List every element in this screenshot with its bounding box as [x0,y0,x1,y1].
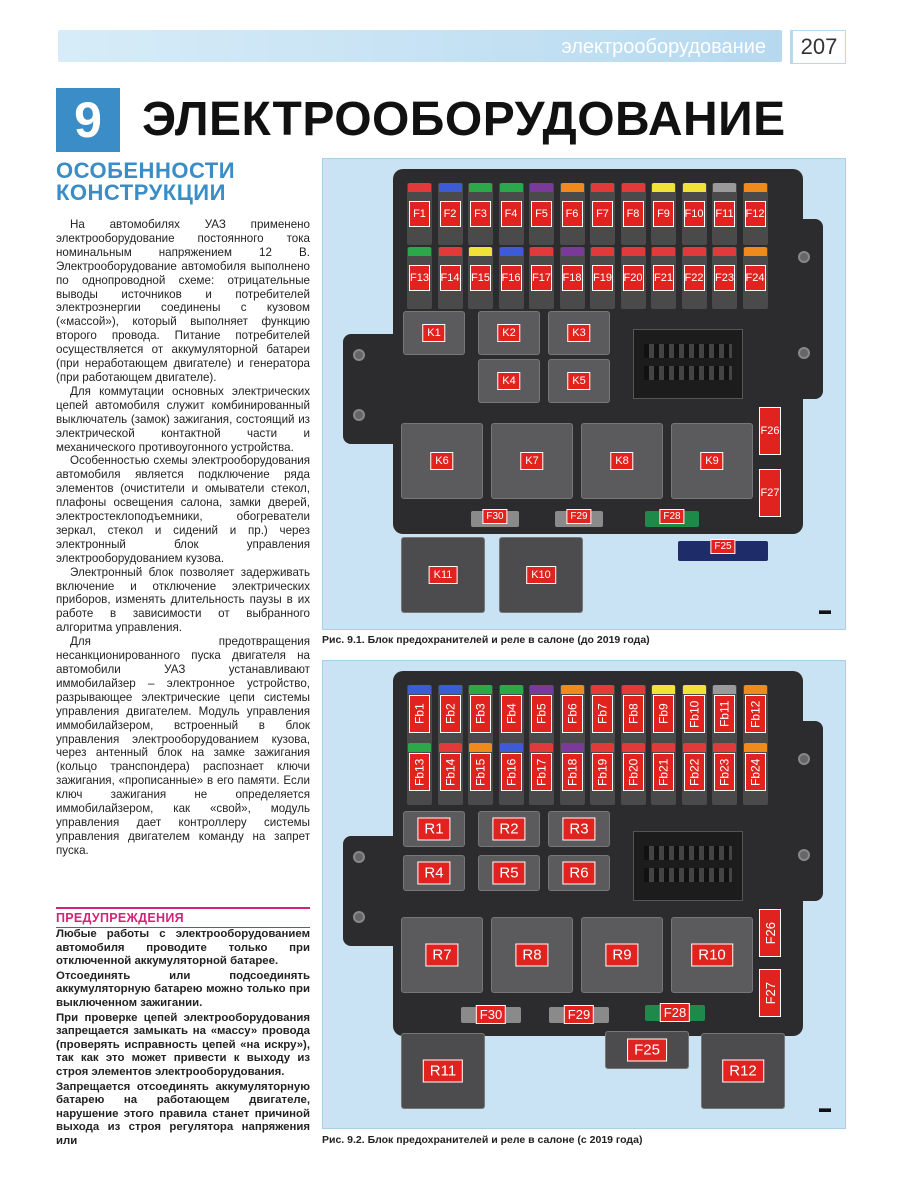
fuse-fb12 [743,685,768,747]
fuse-color-cap [622,685,645,694]
fuse-color-cap [500,685,523,694]
relay-label: R6 [562,862,595,885]
fuse-fb22 [682,743,707,805]
figure-caption: Рис. 9.2. Блок предохранителей и реле в салоне (с 2019 года) [322,1134,643,1146]
fuse-f25 [605,1031,689,1069]
fuse-fb17 [529,743,554,805]
figure-fuse-block-new [322,660,846,1129]
fuse-f8 [621,183,646,245]
fuse-fb18 [560,743,585,805]
connector-pins [644,366,732,380]
fuse-fb3 [468,685,493,747]
fuse-label: F19 [592,265,613,291]
fuse-label: Fb2 [440,695,461,733]
fuse-color-cap [530,743,553,752]
fuse-label: F4 [501,201,522,227]
fuse-f21 [651,247,676,309]
relay-r2 [478,811,540,847]
relay-label: R1 [417,818,450,841]
relay-r7 [401,917,483,993]
screw-icon [798,849,810,861]
relay-label: R10 [691,944,733,967]
fuse-label: Fb4 [501,695,522,733]
connector-socket [633,831,743,901]
relay-r8 [491,917,573,993]
fuse-f29 [555,511,603,527]
fuse-f15 [468,247,493,309]
fuse-fb10 [682,685,707,747]
fuse-color-cap [439,685,462,694]
fuse-f3 [468,183,493,245]
vehicle-icon: ▬ [819,603,831,617]
fuse-label: F9 [653,201,674,227]
relay-label: R3 [562,818,595,841]
fuse-f7 [590,183,615,245]
fuse-fb13 [407,743,432,805]
fuse-fb4 [499,685,524,747]
fuse-block-mount-right [783,219,823,399]
relay-label: R8 [515,944,548,967]
fuse-fb16 [499,743,524,805]
relay-label: R2 [492,818,525,841]
fuse-label: Fb16 [501,753,522,791]
fuse-f4 [499,183,524,245]
relay-label: K8 [610,452,633,470]
fuse-fb2 [438,685,463,747]
fuse-block-mount-right [783,721,823,901]
fuse-color-cap [530,685,553,694]
relay-k7 [491,423,573,499]
fuse-color-cap [744,247,767,256]
relay-r9 [581,917,663,993]
fuse-color-cap [683,247,706,256]
fuse-f2 [438,183,463,245]
relay-r11 [401,1033,485,1109]
relay-k1 [403,311,465,355]
fuse-label: Fb7 [592,695,613,733]
relay-label: R4 [417,862,450,885]
fuse-color-cap [591,247,614,256]
fuse-label: F25 [627,1039,667,1062]
relay-r4 [403,855,465,891]
fuse-label: F8 [623,201,644,227]
fuse-color-cap [561,247,584,256]
relay-label: K5 [567,372,590,390]
connector-pins [644,868,732,882]
fuse-color-cap [439,247,462,256]
fuse-f23 [712,247,737,309]
fuse-f27: F27 [759,469,781,517]
relay-k4 [478,359,540,403]
fuse-label: Fb14 [440,753,461,791]
relay-label: R5 [492,862,525,885]
fuse-color-cap [683,685,706,694]
paragraph: Для коммутации основных электрических цепей автомобиля служит комбинированный выключатель (замок) зажигания, состоящий из электрической контактной части и механического противоугонного устройства. [56,384,310,454]
page-number: 207 [790,30,846,64]
fuse-color-cap [652,247,675,256]
section-title-line: КОНСТРУКЦИИ [56,180,226,205]
figure-fuse-block-old [322,158,846,630]
relay-k11 [401,537,485,613]
fuse-label: Fb9 [653,695,674,733]
relay-r3 [548,811,610,847]
fuse-label: F12 [745,201,766,227]
fuse-fb11 [712,685,737,747]
fuse-label: F29 [566,509,591,524]
fuse-label: F20 [623,265,644,291]
fuse-f17 [529,247,554,309]
fuse-label: Fb21 [653,753,674,791]
fuse-color-cap [408,183,431,192]
fuse-color-cap [469,743,492,752]
relay-label: R11 [423,1060,463,1083]
fuse-color-cap [469,183,492,192]
fuse-color-cap [469,247,492,256]
screw-icon [798,251,810,263]
fuse-color-cap [500,183,523,192]
fuse-fb14 [438,743,463,805]
fuse-f30 [471,511,519,527]
screw-icon [353,409,365,421]
section-title-line: ОСОБЕННОСТИ [56,158,236,183]
fuse-label: Fb23 [714,753,735,791]
relay-label: K9 [700,452,723,470]
fuse-f14 [438,247,463,309]
fuse-color-cap [652,685,675,694]
fuse-color-cap [744,685,767,694]
fuse-fb7 [590,685,615,747]
fuse-f12 [743,183,768,245]
fuse-label: Fb10 [684,695,705,733]
fuse-fb6 [560,685,585,747]
paragraph: На автомобилях УАЗ применено электрооборудование постоянного тока номинальным напряжением 12 В. Электрооборудование автомобиля выполнено по однопроводной схеме: отрицательные выводы источников и потребителей электроэнергии соединены с кузовом («массой»), который выполняет функцию второго провода. Питание потребителей осуществляется от аккумуляторной батареи (при неработающем двигателе) и генератора (при работающем двигателе). [56,218,310,384]
fuse-f29 [549,1007,609,1023]
fuse-color-cap [439,743,462,752]
fuse-fb23 [712,743,737,805]
figure-caption: Рис. 9.1. Блок предохранителей и реле в салоне (до 2019 года) [322,634,650,646]
chapter-number: 9 [56,88,120,152]
running-header-section: электрооборудование [561,36,766,58]
fuse-label: F16 [501,265,522,291]
relay-k3 [548,311,610,355]
fuse-label: F10 [684,201,705,227]
relay-label: R9 [605,944,638,967]
relay-label: K10 [526,566,556,584]
fuse-label: F13 [409,265,430,291]
fuse-label: Fb3 [470,695,491,733]
fuse-f25 [678,541,768,561]
relay-label: K11 [429,566,458,584]
fuse-label: F5 [531,201,552,227]
screw-icon [353,851,365,863]
fuse-fb5 [529,685,554,747]
fuse-label: Fb15 [470,753,491,791]
fuse-f11 [712,183,737,245]
fuse-fb8 [621,685,646,747]
relay-k2 [478,311,540,355]
fuse-color-cap [561,685,584,694]
fuse-label: F22 [684,265,705,291]
fuse-color-cap [408,685,431,694]
relay-k9 [671,423,753,499]
connector-pins [644,344,732,358]
body-text [56,218,310,858]
relay-r6 [548,855,610,891]
vehicle-icon: ▬ [819,1101,831,1115]
relay-r12 [701,1033,785,1109]
fuse-f28 [645,511,699,527]
fuse-color-cap [591,183,614,192]
relay-r1 [403,811,465,847]
fuse-color-cap [500,247,523,256]
fuse-fb9 [651,685,676,747]
fuse-label: Fb19 [592,753,613,791]
fuse-f24 [743,247,768,309]
fuse-label: F6 [562,201,583,227]
fuse-fb1 [407,685,432,747]
fuse-label: F17 [531,265,552,291]
screw-icon [353,349,365,361]
fuse-color-cap [530,183,553,192]
fuse-fb15 [468,743,493,805]
fuse-f18 [560,247,585,309]
connector-pins [644,846,732,860]
warning-item: Любые работы с электрооборудованием автомобиля проводите только при отключенной аккумуляторной батарее. [56,928,310,968]
fuse-f10 [682,183,707,245]
fuse-color-cap [408,743,431,752]
fuse-label: F3 [470,201,491,227]
fuse-color-cap [652,183,675,192]
fuse-label: F2 [440,201,461,227]
fuse-label: F27 [762,981,778,1005]
fuse-f1 [407,183,432,245]
fuse-fb24 [743,743,768,805]
fuse-label: F28 [659,509,684,524]
fuse-label: Fb20 [623,753,644,791]
relay-label: K4 [497,372,520,390]
fuse-color-cap [530,247,553,256]
paragraph: Особенностью схемы электрооборудования автомобиля является подключение ряда элементов (очистители и омыватели стекол, плафоны освещения салона, замки дверей, электростеклоподъемники, обогреватели зеркал, стекол и сидений и пр.) через электронный блок управления электрооборудованием кузова. [56,454,310,565]
fuse-fb21 [651,743,676,805]
fuse-color-cap [622,183,645,192]
fuse-label: Fb22 [684,753,705,791]
fuse-label: Fb17 [531,753,552,791]
fuse-color-cap [591,743,614,752]
fuse-f20 [621,247,646,309]
fuse-color-cap [744,743,767,752]
fuse-label: F14 [440,265,461,291]
fuse-label: Fb24 [745,753,766,791]
fuse-color-cap [713,743,736,752]
fuse-label: F30 [482,509,507,524]
fuse-color-cap [561,743,584,752]
fuse-f9 [651,183,676,245]
relay-k10 [499,537,583,613]
relay-r5 [478,855,540,891]
fuse-label: Fb11 [714,695,735,733]
fuse-label: F11 [714,201,735,227]
running-header [58,30,782,62]
relay-label: K3 [567,324,590,342]
fuse-color-cap [439,183,462,192]
fuse-color-cap [683,183,706,192]
fuse-block-mount-left [343,836,403,946]
fuse-color-cap [469,685,492,694]
fuse-label: F18 [562,265,583,291]
fuse-color-cap [622,247,645,256]
relay-k5 [548,359,610,403]
relay-label: K7 [520,452,543,470]
fuse-f26: F26 [759,407,781,455]
relay-label: K2 [497,324,520,342]
warning-item: При проверке цепей электрооборудования запрещается замыкать на «массу» провода (проверять исправность цепей «на искру»), так как это может привести к выходу из строя элементов электрооборудования. [56,1011,310,1078]
fuse-label: Fb5 [531,695,552,733]
fuse-color-cap [591,685,614,694]
fuse-f5 [529,183,554,245]
paragraph: Для предотвращения несанкционированного пуска двигателя на автомобили УАЗ устанавливают иммобилайзер – электронное устройство, разрывающее электрические цепи системы управления двигателем. Модуль управления иммобилайзером, встроенный в блок управления электрооборудованием кузова, через антенный блок на замке зажигания (кольцо транспондера) распознает ключи зажигания, «прописанные» в его памяти. Если ключ зажигания не определяется иммобилайзером, как «свой», модуль управления дает контроллеру системы управления двигателем команду на запрет пуска. [56,635,310,857]
fuse-label: F23 [714,265,735,291]
fuse-label: F24 [745,265,766,291]
fuse-color-cap [652,743,675,752]
warnings-title: ПРЕДУПРЕЖДЕНИЯ [56,907,310,928]
fuse-color-cap [713,183,736,192]
paragraph: Электронный блок позволяет задерживать включение и отключение электрических приборов, изменять длительность паузы в их работе в зависимости от выбранного алгоритма управления. [56,565,310,635]
fuse-f19 [590,247,615,309]
fuse-color-cap [561,183,584,192]
fuse-label: F21 [653,265,674,291]
fuse-f27 [759,969,781,1017]
fuse-f22 [682,247,707,309]
fuse-color-cap [683,743,706,752]
fuse-f30 [461,1007,521,1023]
relay-k8 [581,423,663,499]
fuse-label: F29 [564,1005,594,1024]
warning-item: Запрещается отсоединять аккумуляторную батарею на работающем двигателе, нарушение этого правила станет причиной выхода из строя регулятора напряжения или [56,1080,310,1147]
screw-icon [798,347,810,359]
fuse-f26 [759,909,781,957]
fuse-label: Fb12 [745,695,766,733]
fuse-color-cap [744,183,767,192]
fuse-label: Fb13 [409,753,430,791]
section-title [56,160,316,204]
relay-label: K6 [430,452,453,470]
warning-item: Отсоединять или подсоединять аккумуляторную батарею можно только при выключенном зажигании. [56,969,310,1009]
relay-label: R12 [722,1060,764,1083]
chapter-title: ЭЛЕКТРООБОРУДОВАНИЕ [142,93,786,146]
fuse-label: F26 [762,921,778,945]
relay-k6 [401,423,483,499]
fuse-f13 [407,247,432,309]
relay-r10 [671,917,753,993]
fuse-label: F30 [476,1005,506,1024]
fuse-label: F7 [592,201,613,227]
relay-label: R7 [425,944,458,967]
fuse-label: F25 [710,539,735,554]
fuse-fb19 [590,743,615,805]
fuse-label: Fb6 [562,695,583,733]
fuse-label: F15 [470,265,491,291]
warnings-text [56,928,310,1150]
fuse-label: F28 [660,1003,690,1022]
fuse-color-cap [408,247,431,256]
relay-label: K1 [422,324,445,342]
fuse-color-cap [500,743,523,752]
fuse-color-cap [713,685,736,694]
fuse-label: Fb1 [409,695,430,733]
screw-icon [798,753,810,765]
fuse-label: Fb18 [562,753,583,791]
fuse-label: F1 [409,201,430,227]
fuse-block-mount-left [343,334,403,444]
fuse-f16 [499,247,524,309]
fuse-f6 [560,183,585,245]
fuse-label: Fb8 [623,695,644,733]
fuse-color-cap [713,247,736,256]
fuse-fb20 [621,743,646,805]
screw-icon [353,911,365,923]
connector-socket [633,329,743,399]
fuse-f28 [645,1005,705,1021]
fuse-color-cap [622,743,645,752]
